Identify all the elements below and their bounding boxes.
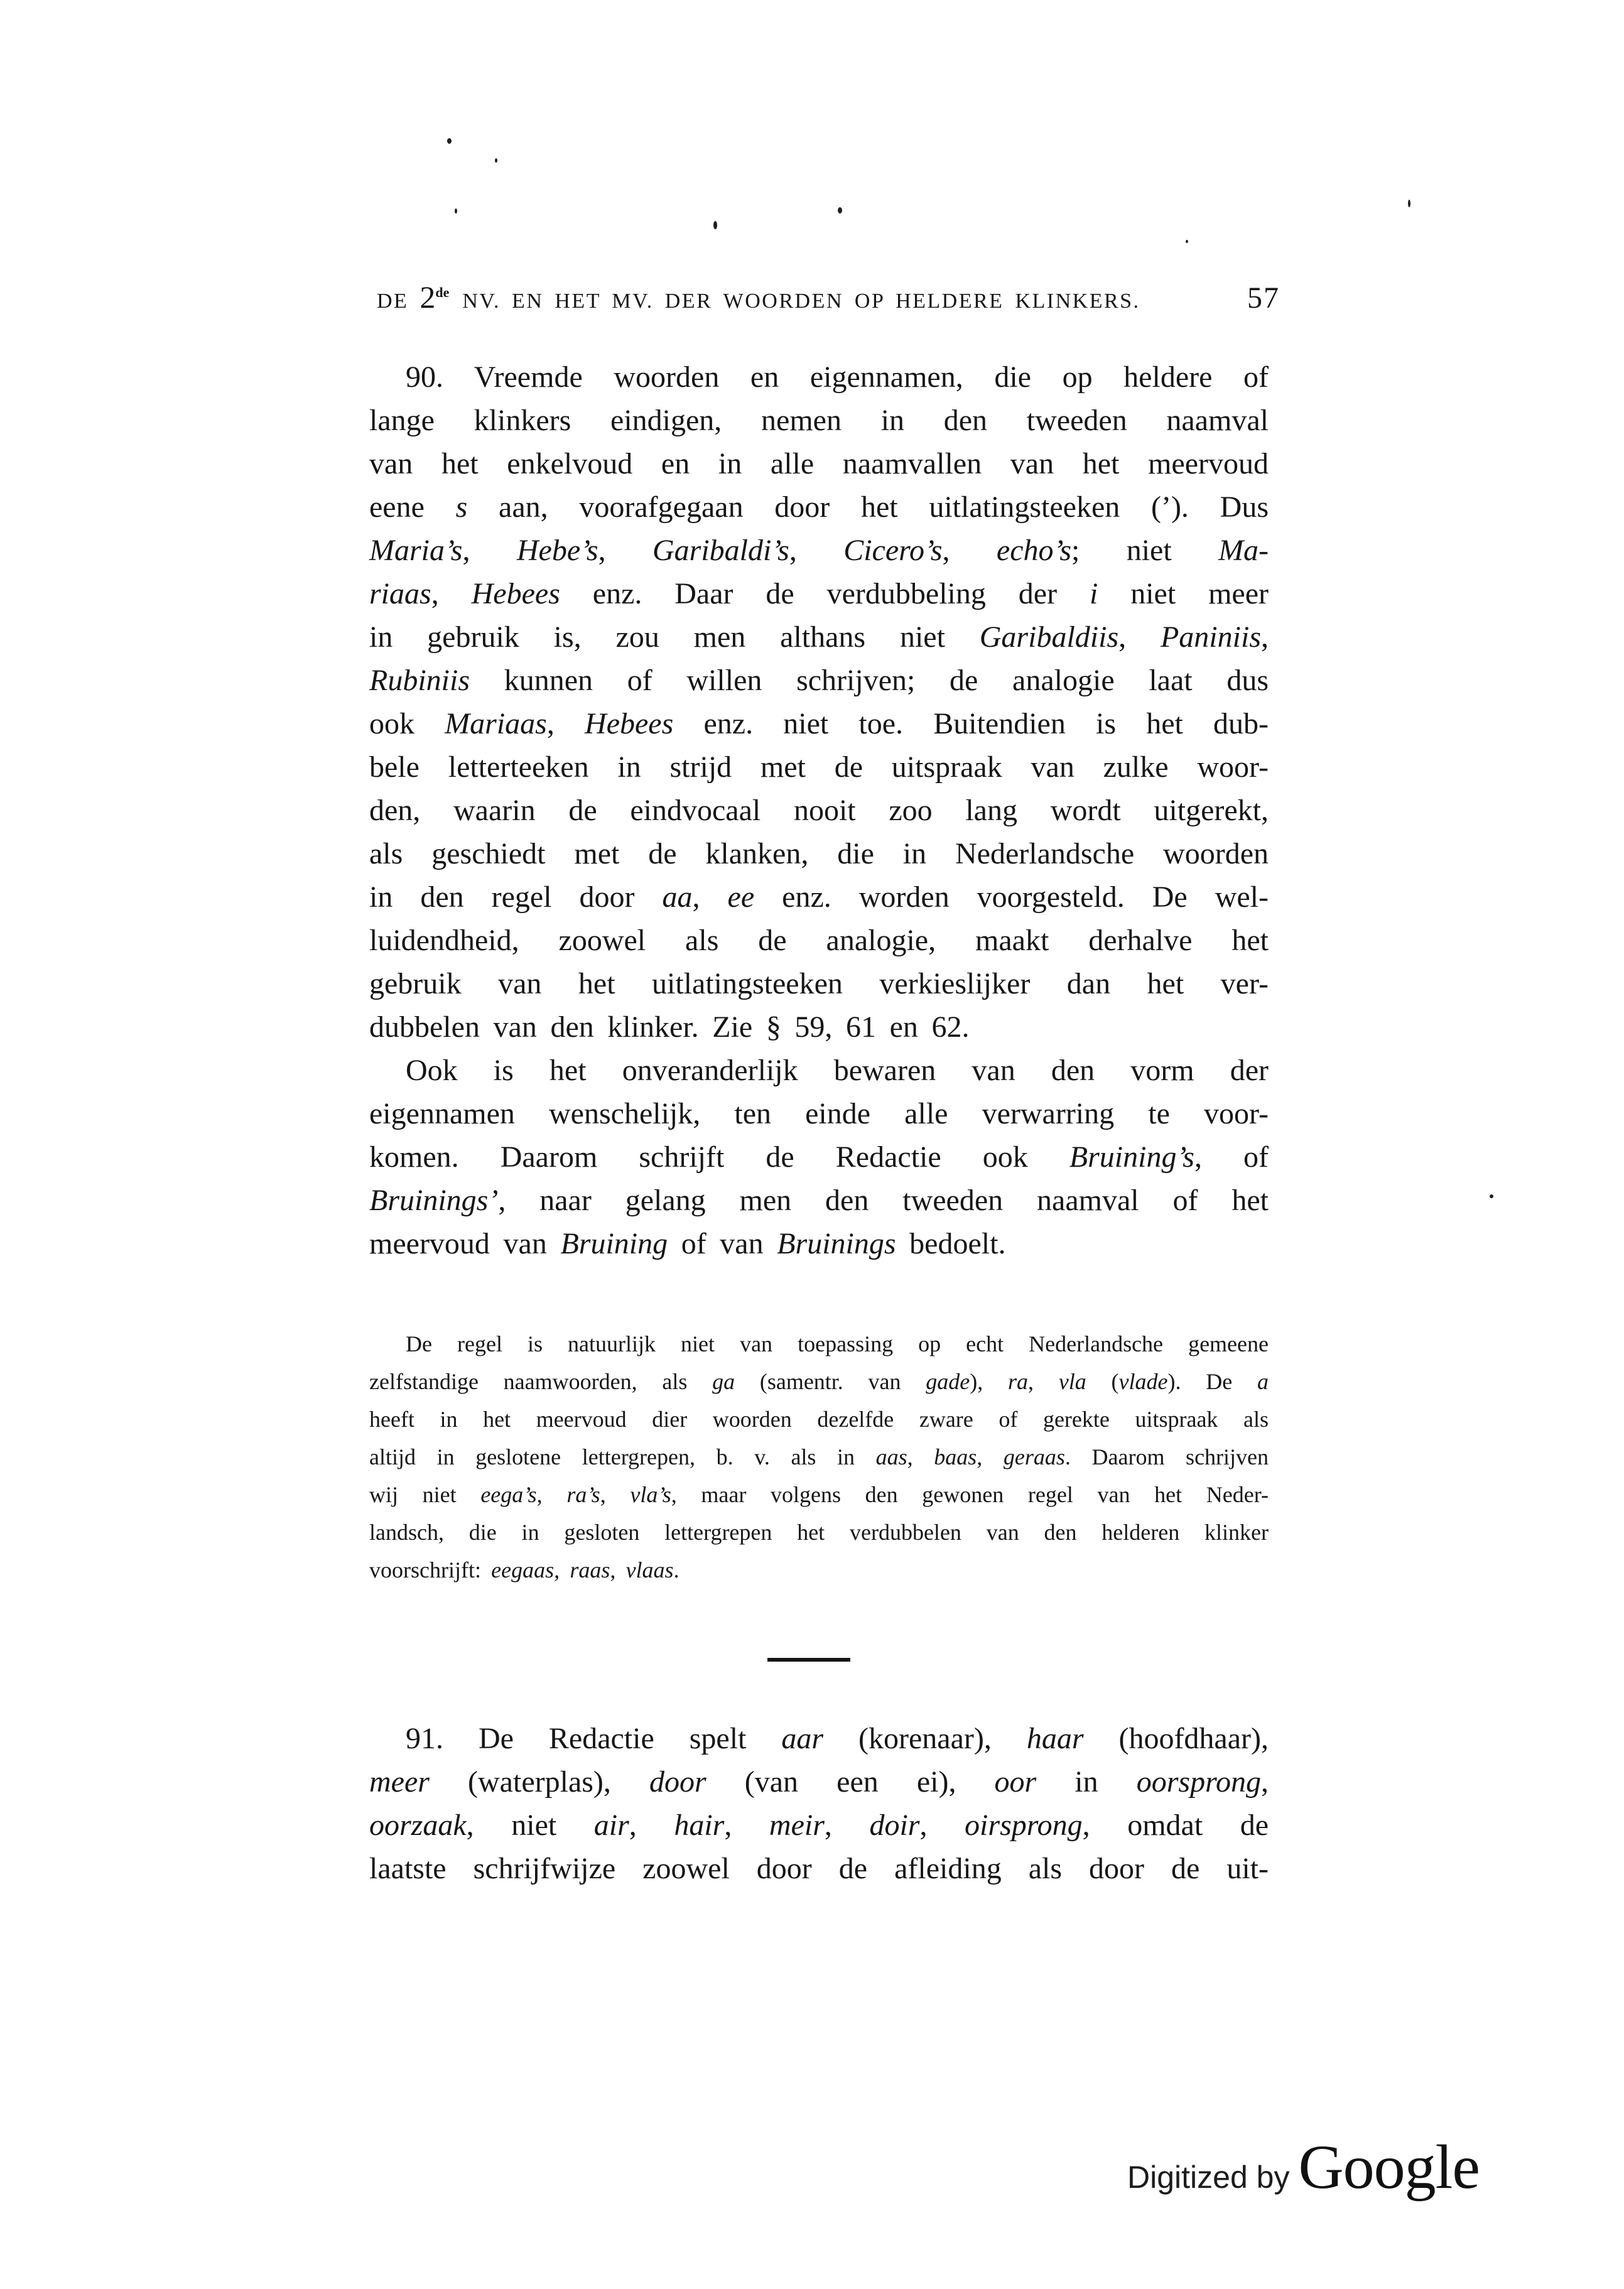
text-line: eene s aan, voorafgegaan door het uitlatingsteeken (’). Dus xyxy=(369,490,1269,524)
digitized-by-label: Digitized by xyxy=(1127,2160,1290,2195)
scan-speck xyxy=(1186,240,1188,243)
text-line: Bruinings’, naar gelang men den tweeden naamval of het xyxy=(369,1184,1269,1217)
paragraph-90 xyxy=(369,355,1269,1049)
text-line: Ook is het onveranderlijk bewaren van den vorm der xyxy=(406,1054,1269,1087)
text-line: laatste schrijfwijze zoowel door de afleiding als door de uit- xyxy=(369,1852,1269,1885)
paragraph-90-continuation xyxy=(369,1049,1269,1265)
header-ordinal: 2 xyxy=(420,279,436,315)
text-line: lange klinkers eindigen, nemen in den tweeden naamval xyxy=(369,404,1269,437)
text-line: dubbelen van den klinker. Zie § 59, 61 en 62. xyxy=(369,1010,970,1044)
scan-speck xyxy=(838,207,842,214)
paragraph-91 xyxy=(369,1717,1269,1890)
text-line: gebruik van het uitlatingsteeken verkieslijker dan het ver- xyxy=(369,967,1269,1000)
footnote-block xyxy=(369,1325,1269,1589)
text-line: bele letterteeken in strijd met de uitspraak van zulke woor- xyxy=(369,750,1269,784)
text-line: meer (waterplas), door (van een ei), oor in oorsprong, xyxy=(369,1765,1269,1799)
text-line: wij niet eega’s, ra’s, vla’s, maar volgens den gewonen regel van het Neder- xyxy=(369,1482,1269,1507)
scan-speck xyxy=(1490,1194,1493,1198)
text-line: Maria’s, Hebe’s, Garibaldi’s, Cicero’s, echo’s; niet Ma- xyxy=(369,534,1269,567)
google-logo: Google xyxy=(1298,2132,1480,2202)
text-line: zelfstandige naamwoorden, als ga (samentr. van gade), ra, vla (vlade). De a xyxy=(369,1369,1269,1394)
text-line: altijd in geslotene lettergrepen, b. v. als in aas, baas, geraas. Daarom schrijven xyxy=(369,1444,1269,1469)
header-prefix: DE xyxy=(377,290,420,313)
text-line: riaas, Hebees enz. Daar de verdubbeling der i niet meer xyxy=(369,577,1269,610)
text-line: 90. Vreemde woorden en eigennamen, die op heldere of xyxy=(406,360,1269,394)
text-line: ook Mariaas, Hebees enz. niet toe. Buitendien is het dub- xyxy=(369,707,1269,740)
text-line: 91. De Redactie spelt aar (korenaar), haar (hoofdhaar), xyxy=(406,1722,1269,1755)
text-line: als geschiedt met de klanken, die in Nederlandsche woorden xyxy=(369,837,1269,870)
text-line: den, waarin de eindvocaal nooit zoo lang wordt uitgerekt, xyxy=(369,794,1269,827)
text-line: De regel is natuurlijk niet van toepassing op echt Nederlandsche gemeene xyxy=(406,1331,1269,1356)
text-line: heeft in het meervoud dier woorden dezelfde zware of gerekte uitspraak als xyxy=(369,1407,1269,1432)
scan-speck xyxy=(447,138,452,144)
text-line: van het enkelvoud en in alle naamvallen van het meervoud xyxy=(369,447,1269,480)
text-line: landsch, die in gesloten lettergrepen het verdubbelen van den helderen klinker xyxy=(369,1520,1269,1545)
scan-speck xyxy=(1408,200,1410,207)
text-line: in den regel door aa, ee enz. worden voorgesteld. De wel- xyxy=(369,880,1269,914)
text-line: meervoud van Bruining of van Bruinings bedoelt. xyxy=(369,1227,1006,1260)
google-watermark xyxy=(1127,2131,1480,2203)
scan-speck xyxy=(495,158,497,163)
text-line: eigennamen wenschelijk, ten einde alle verwarring te voor- xyxy=(369,1097,1269,1130)
header-title xyxy=(369,279,1140,315)
page-number: 57 xyxy=(1247,281,1280,315)
text-line: Rubiniis kunnen of willen schrijven; de analogie laat dus xyxy=(369,664,1269,697)
text-line: voorschrijft: eegaas, raas, vlaas. xyxy=(369,1557,679,1583)
text-line: luidendheid, zoowel als de analogie, maakt derhalve het xyxy=(369,924,1269,957)
header-title-rest: NV. EN HET MV. DER WOORDEN OP HELDERE KLINKERS. xyxy=(451,290,1140,313)
text-line: komen. Daarom schrijft de Redactie ook Bruining’s, of xyxy=(369,1140,1269,1174)
scan-speck xyxy=(713,221,717,229)
scan-speck xyxy=(455,208,457,214)
header-ordinal-superscript: de xyxy=(435,284,450,300)
main-text-block xyxy=(369,355,1269,1265)
text-line: in gebruik is, zou men althans niet Garibaldiis, Paniniis, xyxy=(369,620,1269,654)
running-header xyxy=(369,279,1280,315)
text-line: oorzaak, niet air, hair, meir, doir, oirsprong, omdat de xyxy=(369,1809,1269,1842)
section-divider-rule xyxy=(767,1658,850,1662)
